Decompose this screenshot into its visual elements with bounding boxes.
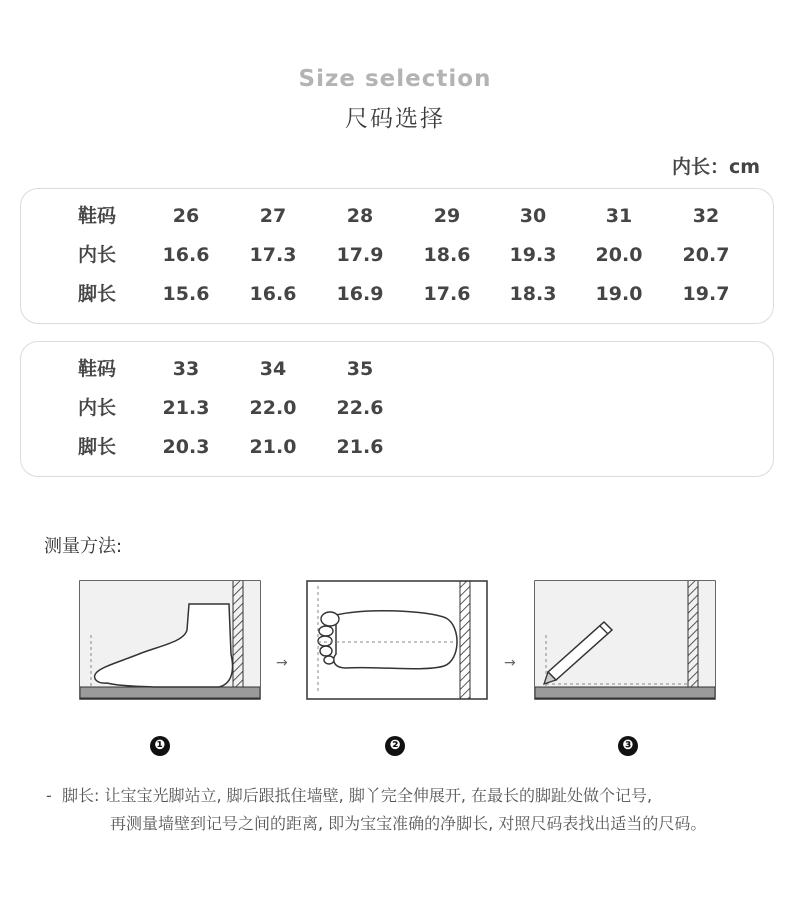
method-label: 测量方法: bbox=[44, 536, 123, 557]
table-cell: 22.0 bbox=[249, 397, 297, 419]
table-cell: 35 bbox=[346, 358, 374, 380]
table-cell: 17.6 bbox=[423, 283, 471, 305]
table-cell: 20.3 bbox=[162, 436, 210, 458]
row-label: 脚长 bbox=[77, 283, 116, 305]
arrow-2: → bbox=[504, 655, 516, 671]
step-1-badge: ❶ bbox=[150, 736, 170, 756]
table-row-inner-length bbox=[21, 393, 773, 423]
step-3-badge: ❸ bbox=[618, 736, 638, 756]
table-cell: 22.6 bbox=[336, 397, 384, 419]
table-cell: 19.3 bbox=[509, 244, 557, 266]
table-cell: 20.7 bbox=[682, 244, 730, 266]
table-cell: 15.6 bbox=[162, 283, 210, 305]
table-cell: 21.6 bbox=[336, 436, 384, 458]
table-cell: 34 bbox=[259, 358, 287, 380]
table-cell: 19.7 bbox=[682, 283, 730, 305]
table-cell: 17.3 bbox=[249, 244, 297, 266]
table-cell: 30 bbox=[519, 205, 547, 227]
note-line-2: 再测量墙壁到记号之间的距离, 即为宝宝准确的净脚长, 对照尺码表找出适当的尺码。 bbox=[110, 814, 707, 833]
table-cell: 20.0 bbox=[595, 244, 643, 266]
table-cell: 16.9 bbox=[336, 283, 384, 305]
row-label: 内长 bbox=[77, 244, 116, 266]
title-en: Size selection bbox=[298, 66, 492, 92]
table-cell: 26 bbox=[172, 205, 200, 227]
table-cell: 33 bbox=[172, 358, 200, 380]
table-cell: 27 bbox=[259, 205, 287, 227]
table-row-shoe-size bbox=[21, 354, 773, 384]
title-cn: 尺码选择 bbox=[345, 106, 445, 132]
note-line-1: 脚长: 让宝宝光脚站立, 脚后跟抵住墙壁, 脚丫完全伸展开, 在最长的脚趾处做个记号, bbox=[62, 786, 653, 805]
table-cell: 19.0 bbox=[595, 283, 643, 305]
table-cell: 16.6 bbox=[249, 283, 297, 305]
table-cell: 21.0 bbox=[249, 436, 297, 458]
arrow-1: → bbox=[276, 655, 288, 671]
size-table-1 bbox=[20, 188, 774, 324]
row-label: 鞋码 bbox=[77, 358, 116, 380]
table-cell: 16.6 bbox=[162, 244, 210, 266]
table-cell: 21.3 bbox=[162, 397, 210, 419]
row-label: 内长 bbox=[77, 397, 116, 419]
table-cell: 17.9 bbox=[336, 244, 384, 266]
foot-top-diagram bbox=[306, 580, 488, 700]
size-table-2 bbox=[20, 341, 774, 477]
table-row-shoe-size bbox=[21, 201, 773, 231]
unit-label: 内长：cm bbox=[671, 156, 760, 178]
table-cell: 29 bbox=[433, 205, 461, 227]
table-cell: 18.6 bbox=[423, 244, 471, 266]
table-cell: 31 bbox=[605, 205, 633, 227]
foot-side-diagram bbox=[79, 580, 261, 700]
table-row-inner-length bbox=[21, 240, 773, 270]
table-cell: 28 bbox=[346, 205, 374, 227]
row-label: 脚长 bbox=[77, 436, 116, 458]
row-label: 鞋码 bbox=[77, 205, 116, 227]
table-cell: 32 bbox=[692, 205, 720, 227]
table-row-foot-length bbox=[21, 279, 773, 309]
step-2-badge: ❷ bbox=[385, 736, 405, 756]
mark-measure-diagram bbox=[534, 580, 716, 700]
table-row-foot-length bbox=[21, 432, 773, 462]
note-bullet: - bbox=[46, 786, 52, 805]
table-cell: 18.3 bbox=[509, 283, 557, 305]
